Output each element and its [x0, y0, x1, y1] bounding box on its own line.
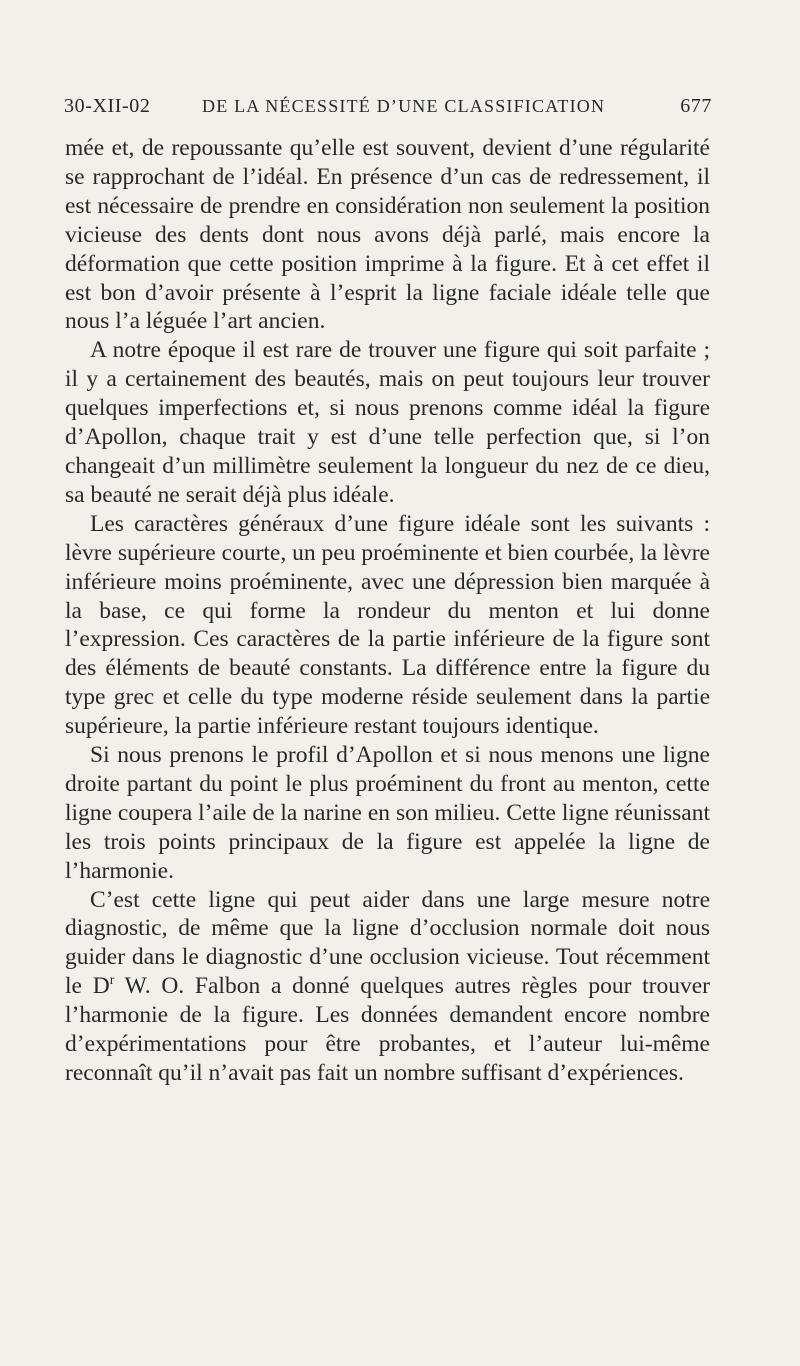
paragraph-5: [65, 886, 710, 1088]
paragraph-3: Les caractères généraux d’une figure idéale sont les suivants : lèvre supérieure courte, un peu proéminente et bien courbée, la lèvre inférieure moins proéminente, avec une dépression bien marquée à la base, ce qui forme la rondeur du menton et lui donne l’expression. Ces caractères de la partie inférieure de la figure sont des éléments de beauté constants. La différence entre la figure du type grec et celle du type moderne réside seulement dans la partie supérieure, la partie inférieure restant toujours identique.: [65, 510, 710, 740]
running-head: [64, 95, 712, 129]
body-text: [65, 134, 710, 1088]
paragraph-5-text-end: W. O. Falbon a donné quelques autres règles pour trouver l’harmonie de la figure. Les données demandent encore nombre d’expérimentations pour être probantes, et l’auteur lui-même reconnaît qu’il n’avait pas fait un nombre suffisant d’expériences.: [65, 973, 710, 1086]
paragraph-5-text-start: C’est cette ligne qui peut aider dans une large mesure notre diagnostic, de même que la ligne d’occlusion normale doit nous guider dans le diagnostic d’une occlusion vicieuse. Tout récemment le D: [65, 886, 710, 1000]
paragraph-2: A notre époque il est rare de trouver une figure qui soit parfaite ; il y a certainement des beautés, mais on peut toujours leur trouver quelques imperfections et, si nous prenons comme idéal la figure d’Apollon, chaque trait y est d’une telle perfection que, si l’on changeait d’un millimètre seulement la longueur du nez de ce dieu, sa beauté ne serait déjà plus idéale.: [65, 337, 710, 508]
issue-date: 30-XII-02: [64, 95, 151, 117]
doctor-abbrev-superscript: r: [109, 973, 115, 989]
page-number: 677: [680, 95, 712, 117]
paragraph-4: Si nous prenons le profil d’Apollon et si nous menons une ligne droite partant du point le plus proéminent du front au menton, cette ligne coupera l’aile de la narine en son milieu. Cette ligne réunissant les trois points principaux de la figure est appelée la ligne de l’harmonie.: [65, 742, 710, 884]
paragraph-1: mée et, de repoussante qu’elle est souvent, devient d’une régularité se rapprochant de l’idéal. En présence d’un cas de redressement, il est nécessaire de prendre en considération non seulement la position vicieuse des dents dont nous avons déjà parlé, mais encore la déformation que cette position imprime à la figure. Et à cet effet il est bon d’avoir présente à l’esprit la ligne faciale idéale telle que nous l’a léguée l’art ancien.: [65, 135, 710, 335]
chapter-title: DE LA NÉCESSITÉ D’UNE CLASSIFICATION: [202, 96, 606, 116]
